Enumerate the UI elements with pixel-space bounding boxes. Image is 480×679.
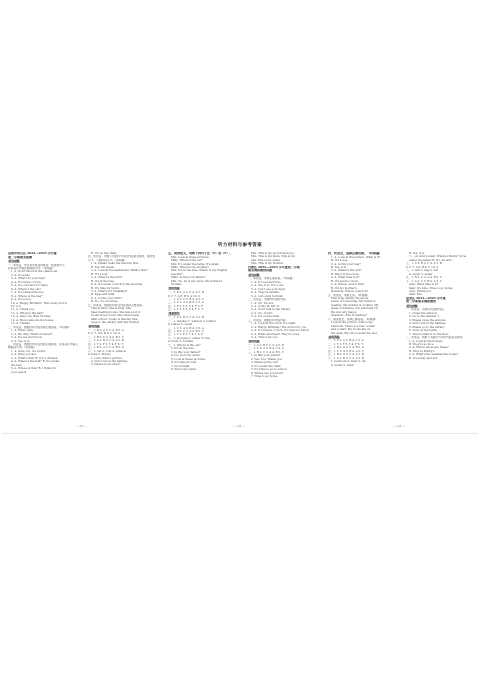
text-line: B. Eggs and milk. (91, 293, 115, 297)
text-line: 1. A. Look at the clock. It's eight. (251, 322, 297, 326)
text-line: and a chair. My books are on (331, 328, 371, 332)
text-line: 七、1. A 2. B 3. C 4. A 5. B (406, 262, 442, 266)
text-line: 4. A. It's three o'clock. (11, 280, 42, 284)
text-line: Look at the picture. This is my (331, 321, 373, 325)
text-line: 五、1. T 2. F 3. T 4. F 5. T (168, 308, 203, 312)
text-line: B. She's in the room. (331, 272, 360, 276)
text-line: 写 T，不相符的写 F。（听两遍） (88, 258, 127, 262)
text-line: likes reading books. She has a lot of (91, 310, 141, 314)
text-line: 四、1. B 2. C 3. A 4. B 5. C (168, 329, 204, 333)
text-line: 4. A. Where's the ball? B. It's under (11, 360, 60, 364)
text-line: 3. A. Where's the bird? (91, 276, 123, 280)
text-line: B. It's in the tree. (91, 279, 115, 283)
section-heading: 第二学期期末检测 (8, 255, 33, 259)
text-line: 2. A. Go away. (11, 273, 31, 277)
page-title: 听力材料与参考答案 (217, 243, 263, 248)
text-line: 2. A. Yes, it is. It's a cat. (251, 284, 284, 288)
text-line: 1. Is this your pencil? (251, 354, 281, 358)
section-tag: 听力材料 (249, 273, 260, 277)
text-line: 1. A. Hello, Amy. (11, 329, 34, 333)
text-line: 2. A. Hi, Amy. What's it about? (11, 332, 53, 336)
text-line: Milly: Is this your father? (171, 276, 206, 280)
text-line: 三、1. B 2. A 3. C 4. B 5. A (328, 346, 364, 350)
text-line: 十、1. A 2. C 3. B 4. A 5. C (406, 279, 442, 283)
text-line: 3. Where is the cat? (251, 361, 279, 365)
text-line: 五、1. T 2. F 3. T 4. T 5. F (168, 333, 203, 337)
text-line: 6. C 7. A 8. B 9. C 10. A (88, 332, 121, 336)
text-line: 1. A. Look at the flowers. (409, 339, 444, 343)
text-line: 一、1. B 2. A 3. C 4. A 5. B (168, 291, 204, 295)
text-line: B. They're so nice. (409, 343, 435, 346)
text-line: B. Yes, Mr Green. (91, 265, 115, 269)
text-line: 4. Don't run in the hallway. (409, 322, 446, 326)
text-line: Mrs. This is my good friend Joe. (251, 252, 295, 255)
text-line: under the table? B. No, he isn't. (409, 258, 453, 262)
text-line: Question: Whose coat is it? (331, 290, 369, 294)
text-line: Question: Who is reading? (331, 314, 367, 318)
text-line: dad. This is my sister. (251, 258, 281, 262)
text-line: 一、听录音，选择正确答案。（听两遍） (248, 277, 296, 281)
text-line: teacher? (171, 272, 183, 276)
text-line: 4. A. Yes, it is. (11, 339, 31, 343)
text-line: 3. Where is my ruler? (91, 363, 121, 367)
text-line: 一、1. B 2. A 3. C 4. B 5. A (88, 328, 124, 332)
text-line: 6. Turn on the lights. (409, 329, 438, 333)
text-line: 三、听录音，根据所听对话选择正确答案，并将其序号填入 (8, 343, 78, 346)
text-line: 5. A. This is for you. (251, 336, 279, 340)
text-line: 9. A. It's a dog. (11, 298, 32, 302)
text-line: 6. C 7. A 8. B 9. A 10. C (168, 294, 201, 298)
text-line: 1. A. Please clean the window, Bob. (91, 262, 140, 266)
section-heading: 第二学期期末调研测试 (406, 300, 437, 304)
text-line: 10. A. Happy Birthday! This lovely doll is (11, 301, 67, 305)
text-line: 11. A. Thank you. (11, 308, 35, 312)
text-line: 3. A. Can I see your bag? (251, 287, 286, 291)
text-line: 6. It's time for bed. (171, 361, 198, 365)
text-line: 2. Yes, it is. Thank you. (251, 357, 283, 361)
text-line: 五、听录音，判断正误。（听两遍） (328, 293, 370, 297)
text-line: your pencil. (11, 370, 28, 374)
text-line: 4. seven 5. under (409, 272, 433, 276)
section-tag: 参考答案 (89, 325, 100, 329)
text-line: 13. A. She's my little brother. (11, 315, 51, 319)
text-line: B. No, it's not mine. (91, 300, 119, 304)
text-line: B. Yes, it is. (409, 252, 425, 255)
text-line: 三、听录音，根据所听内容选择。 (248, 318, 289, 322)
text-line: 四、1. C 2. A 3. B 4. A 5. C (328, 349, 364, 353)
page-number: — 22 — (234, 424, 245, 428)
text-line: home. It's Saturday. My father is (331, 300, 376, 304)
text-line: 2. A. Is this your bag? (331, 262, 361, 266)
text-line: 7. A. It's behind the box. (11, 291, 45, 295)
text-line: 1. A. It's red and blue. (251, 280, 282, 284)
text-line: Mrs. No, he is my uncle. My mother's (171, 279, 223, 283)
text-line: 六、阅读短文，选择正确答案。（听两遍） (328, 317, 378, 321)
text-line: 三、1. C 2. A 3. B 4. C 5. A (168, 326, 204, 330)
section-tag: 笔试部分 (169, 312, 180, 316)
text-line: 二、1. T 2. F 3. T 4. F 5. T (328, 342, 363, 346)
text-line: 15. A. Thanks. (11, 322, 31, 326)
text-line: 3. A. What's in your bag? (11, 277, 46, 281)
text-line: 八、1. doll 2. bag 3. red (406, 269, 439, 273)
text-line: 5. A. What's for breakfast? (91, 289, 128, 293)
text-line: 3. A. It's twelve o'clock. It's time for lunch. (251, 329, 310, 333)
text-line: 1. Let's draw a picture. (91, 356, 123, 360)
text-line: 7. Good night. (171, 364, 191, 368)
text-line: 4. A. No, it isn't. (251, 311, 274, 315)
text-line: the desk. My cat is under the bed. (331, 331, 378, 335)
column-4 (248, 252, 326, 422)
text-line: We are very happy. (331, 310, 357, 314)
text-line: 8. A. Whose is the bag? (11, 294, 43, 298)
section-heading: 盘龙区 2022—2023 学年度 (406, 296, 446, 300)
text-line: the bed. (11, 363, 23, 367)
text-line: 三、1. B 2. C 3. A 4. B 5. C (248, 350, 284, 354)
text-line: B. It's my mother's. (331, 286, 358, 290)
text-line: for you. (11, 305, 22, 309)
text-line: Amy: What time is it? (409, 283, 439, 287)
text-line: 六、1. red 2. cold 3. window (88, 349, 127, 353)
text-line: 5. A. It's on the desk. (251, 315, 280, 319)
section-tag: 听力材料 (407, 304, 418, 308)
section-heading: 四、听录音，选择正确答案。（听两遍） (328, 252, 383, 255)
section-tag: 听力材料 (9, 259, 20, 263)
text-line: 3. Is this your father? (171, 350, 201, 354)
text-line: 4. nine 5. library (88, 353, 111, 357)
text-line: reading. My mother is cooking. My (331, 303, 379, 307)
text-line: 九、1. B 2. C 3. A 4. B 5. C (406, 276, 442, 280)
text-line: 三、1. A 2. B 3. C 4. A 5. B (88, 339, 124, 343)
text-line: 五、1. B 2. A 3. C 4. B 5. A (88, 346, 124, 350)
text-line: 6. Where are you from? (251, 371, 284, 375)
page-number: — 23 — (394, 424, 405, 428)
text-line: 6. C 7. A 8. B 9. C 10. A (406, 265, 439, 269)
column-6 (406, 252, 476, 422)
text-line: 五、1. B 2. A 3. C 4. C 5. B (328, 353, 364, 357)
text-line: 一、听录音，选择所听到的内容。 (406, 308, 447, 312)
text-line: 5. Look at these pictures. (171, 357, 206, 361)
text-line: B. Yes, it is. (331, 265, 347, 269)
text-line: 2. A. Happy Birthday! The doll is for you. (251, 325, 307, 329)
text-line: 5. A. Whose is this? B. I think it's (11, 367, 56, 371)
text-line: 四、1. F 2. T 3. T 4. F 5. F (168, 304, 204, 308)
section-heading: 期末调研测试试题 (248, 269, 273, 273)
text-line: 2. A. Whose shoes are these? (409, 346, 449, 350)
text-line: 5. A. Let's play football. (251, 294, 284, 298)
text-line: 3. A. What's the weather like today? (409, 353, 459, 357)
text-line: 6. A. Where's the cat? (11, 287, 41, 291)
text-line: 1. A. Don't shout in the classroom. (11, 270, 58, 274)
text-line: Sam: It's nine. Time to go home. (409, 286, 454, 290)
text-line: 4. uncle 5. brother (168, 340, 194, 344)
text-line: 七、1. Where is the cat? (168, 343, 201, 347)
text-line: goes to the library with her mother. (91, 321, 140, 325)
text-line: 1. bedroom 2. desk 3. cat (331, 360, 366, 364)
text-line: Sam: Bye. (409, 293, 423, 297)
text-line: bedroom. There is a bed, a desk (331, 324, 375, 328)
text-line: Mrs. Look at these pictures. (171, 255, 210, 259)
text-line: 2. A. Come in, Mr. Li. (251, 305, 280, 309)
text-line: Mrs. It's under the table. It's small. (171, 262, 220, 266)
text-line: 2. A. Look at the dashboard. What's that? (91, 269, 148, 273)
text-line: 14. A. Mom came mom's house. (11, 318, 55, 322)
text-line: 4. No, he is my uncle. (171, 354, 201, 358)
column-3 (168, 252, 246, 422)
text-line: This is Alice. She is nine. She (91, 307, 132, 311)
text-line: B. They're Bobby's. (409, 349, 436, 353)
text-line: 四、听录音，判断下列图片与所听内容是否相符，相符的 (88, 255, 156, 259)
section-tag: 参考答案 (329, 335, 340, 339)
column-5 (328, 252, 406, 422)
text-line: 三、1. C 2. A 3. B 4. C 5. A (168, 301, 204, 305)
text-line: 4. A. It's seven o'clock in the morning. (91, 283, 144, 287)
text-line: Mrs. It's in the tree. Where is my English (171, 269, 228, 273)
text-line: 3. Please close the window. (409, 318, 447, 322)
text-line: 5. It's time to go to school. (251, 368, 288, 372)
text-line: 1. A. Look at the picture. What is it? (331, 255, 381, 259)
text-line: 一、1. A 2. B 3. C 4. A 5. B (168, 316, 204, 320)
text-line: Milly: Where's the cat? (171, 259, 203, 263)
text-line: 2. Don't run in the hallway. (91, 359, 128, 363)
text-line: B. It's time for lunch. (91, 286, 120, 290)
text-line: 二、1. B 2. C 3. A 4. B 5. C (88, 335, 124, 339)
text-line: Mrs. This is my mum. This is my (251, 255, 296, 259)
text-line: 并将其序号填在题前括号内。（听两遍） (8, 267, 56, 271)
text-line: 二、1. C 2. A 3. B 4. C 5. A (248, 347, 284, 351)
text-line: 3. A. Don't talk in the library. (251, 308, 291, 312)
text-line: 六、1. pictures 2. under 3. tree (168, 336, 211, 340)
page-number: — 21 — (76, 424, 87, 428)
text-line: books in her room. She often reads (91, 314, 139, 318)
text-line: 2. Go to the number 1. (409, 315, 440, 319)
text-line: 一、1. A 2. B 3. C 4. A 5. B (248, 343, 284, 347)
text-line: Milly: Where's the monkey? (171, 265, 209, 269)
text-line: 7. Time to go home. (251, 375, 279, 379)
text-line: 题前括号内。（听两遍） (8, 346, 37, 350)
text-line: B. It's seven o'clock. (331, 279, 359, 283)
text-line: 12. A. Where's the ball? (11, 311, 44, 315)
text-line: 1. A. No, it's not. (251, 301, 274, 305)
text-line: 5. A. It's cold and it's rainy. (11, 284, 49, 288)
text-line: 四、1. T 2. F 3. T 4. F 5. T (88, 342, 123, 346)
section-tag: 参考答案 (169, 287, 180, 291)
text-line: 3. A. Where's the girl? (331, 269, 362, 273)
text-line: Mrs. This is my brother. (251, 262, 284, 266)
bottom-rule (2, 433, 478, 434)
text-line: B. It's a dog. (331, 259, 349, 263)
section-tag: 参考答案 (249, 340, 260, 344)
text-line: 二、听录音，选择所听到的内容。 (248, 298, 289, 302)
answer-sheet (2, 238, 478, 436)
section-heading: 官渡区 2022—2023 学年度第二学期 (248, 265, 300, 269)
text-line: 6. A. Is this your shirt? (91, 296, 123, 300)
text-line: 五、听录音，根据所听短文内容选择正确答案。 (88, 303, 145, 307)
text-line: 3. A. It's my storybook. (11, 336, 43, 340)
text-line: 二、1. teacher 2. window 3. behind (168, 319, 216, 323)
text-line: 2. It's in the tree. (171, 347, 195, 351)
text-line: after school. Today is Sunday. She (91, 317, 138, 321)
text-line: 2. A. Here you are. (11, 353, 37, 357)
text-line: 4. A. They're rabbits. (251, 291, 280, 295)
section-heading: 昆明市西山区 2022—2023 学年度 (8, 252, 57, 255)
text-line: B. It's a bus. (91, 272, 108, 276)
text-line: 二、听录音，判断下列图片与所听内容是否相符。 (406, 336, 466, 340)
column-2 (88, 252, 166, 422)
text-line: B. It's on the chair. (91, 252, 117, 255)
text-line: 5. A. Whose coat is this? (331, 283, 365, 287)
text-line: This is my family. We are at (331, 297, 369, 301)
text-line: 7. The football is on the floor. (409, 332, 450, 336)
text-line: 二、听录音，根据所听内容选择正确答案。（听两遍） (8, 325, 72, 329)
text-line: 二、1. A 2. C 3. B 4. A 5. C (168, 297, 204, 301)
text-line: 六、1. A 2. B 3. C 4. A 5. B (328, 356, 364, 360)
text-line: 4. A. What are these? They're cows. (251, 332, 300, 336)
text-line: 5. Please go to the library. (409, 325, 445, 329)
column-1 (8, 252, 86, 422)
text-line: 4. A. What time is it? (331, 276, 360, 280)
text-line: 六、(A) Amy's mum: Where's Bobby? Is he (409, 255, 467, 259)
text-line: 3. A. What's this? B. It's a chicken. (11, 356, 59, 360)
text-line: sister is drawing. I'm watching TV. (331, 307, 379, 311)
text-line: 一、听录音，选出你所听到的单词、短语或句子， (8, 263, 68, 267)
text-line: 1. Clean the window. (409, 311, 438, 315)
text-line: Amy: Thank you. (409, 289, 432, 293)
text-line: 4. yellow 5. seven (168, 323, 193, 327)
text-line: brother. (171, 283, 182, 287)
text-line: 8. She is my sister. (171, 367, 197, 371)
text-line: B. It's sunny and hot. (409, 356, 438, 360)
text-line: 1. A. Sure, No, it's a bird. (11, 349, 46, 353)
text-line: 一、1. A 2. C 3. B 4. C 5. A (328, 339, 364, 343)
text-line: 4. under 5. chair (331, 363, 354, 367)
section-heading: 五、阅读短文，判断下列句子正（T）误（F）。 (168, 252, 233, 255)
text-line: 4. It's under the chair. (251, 364, 282, 368)
